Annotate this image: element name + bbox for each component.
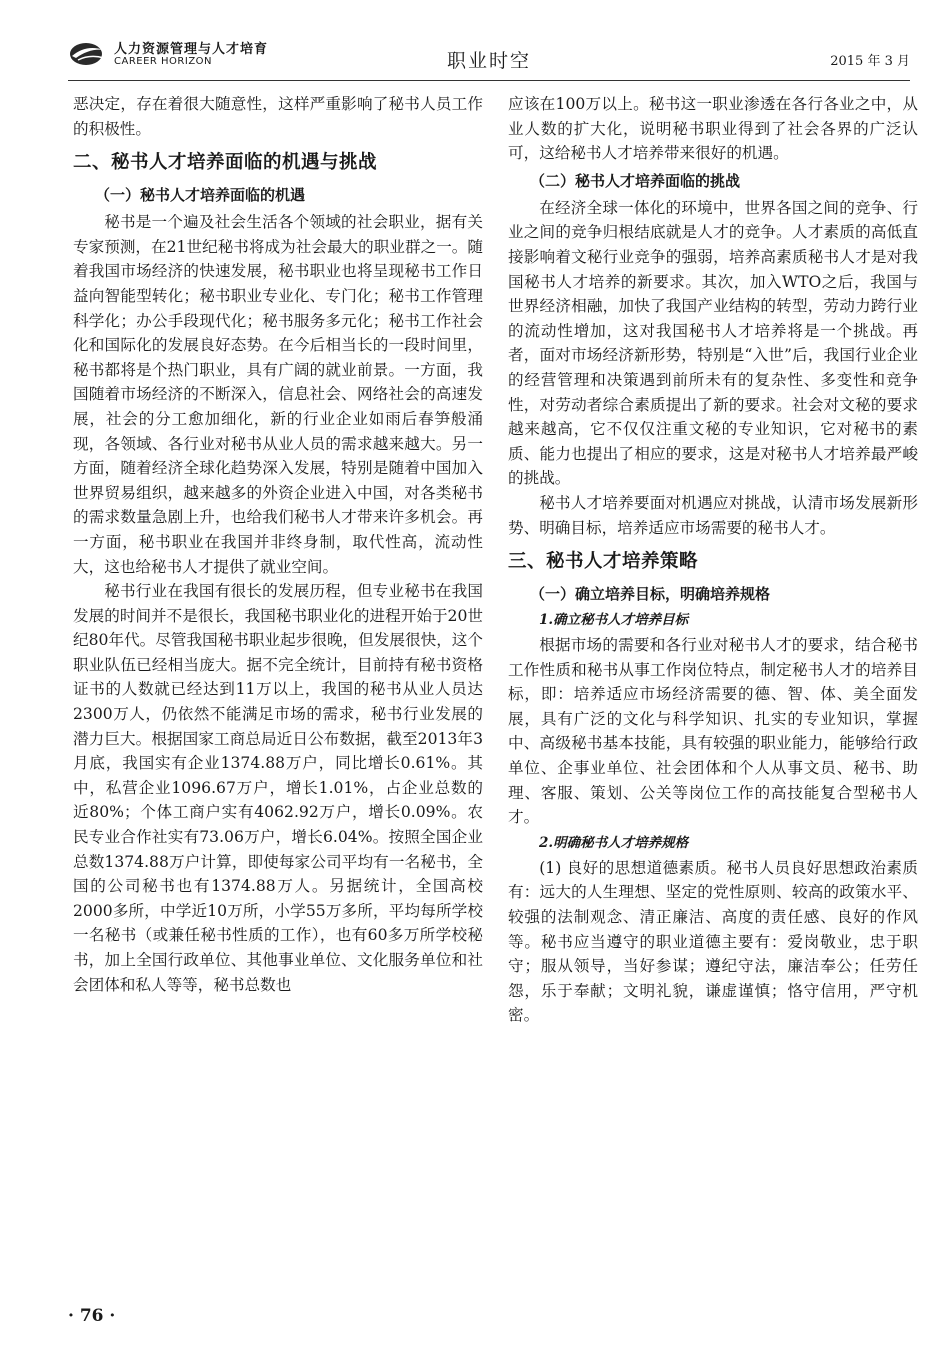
paragraph: 应该在100万以上。秘书这一职业渗透在各行各业之中，从业人数的扩大化，说明秘书职业得到了社会各界的广泛认可，这给秘书人才培养带来很好的机遇。 [508, 95, 918, 163]
paragraph: 秘书人才培养要面对机遇应对挑战，认清市场发展新形势、明确目标，培养适应市场需要的秘书人才。 [508, 493, 918, 537]
minor-heading: 1.确立秘书人才培养目标 [539, 612, 689, 629]
header-divider [68, 80, 910, 81]
paragraph: 恶决定，存在着很大随意性，这样严重影响了秘书人员工作的积极性。 [73, 95, 483, 138]
paragraph: 根据市场的需要和各行业对秘书人才的要求，结合秘书工作性质和秘书从事工作岗位特点，制定秘书人才的培养目标，即：培养适应市场经济需要的德、智、体、美全面发展，具有广泛的文化与科学知识、扎实的专业知识，掌握中、高级秘书基本技能，具有较强的职业能力，能够给行政单位、企事业单位、社会团体和个人从事文员、秘书、助理、客服、策划、公关等岗位工作的高技能复合型秘书人才。 [508, 636, 918, 827]
page-header [68, 36, 910, 76]
subsection-heading: （二）秘书人才培养面临的挑战 [530, 171, 741, 190]
subsection-heading: （一）秘书人才培养面临的机遇 [95, 186, 306, 205]
left-column [73, 92, 483, 997]
paragraph: 在经济全球一体化的环境中，世界各国之间的竞争、行业之间的竞争归根结底就是人才的竞争。人才素质的高低直接影响着文秘行业竞争的强弱，培养高素质秘书人才是对我国秘书人才培养的新要求。其次，加入WTO之后，我国与世界经济相融，加快了我国产业结构的转型，劳动力跨行业的流动性增加，这对我国秘书人才培养将是一个挑战。再者，面对市场经济新形势，特别是“入世”后，我国行业企业的经营管理和决策遇到前所未有的复杂性、多变性和竞争性，对劳动者综合素质提出了新的要求。社会对文秘的要求越来越高，它不仅仅注重文秘的专业知识，它对秘书的素质、能力也提出了相应的要求，这是对秘书人才培养最严峻的挑战。 [508, 198, 918, 488]
journal-name-en: CAREER HORIZON [114, 56, 213, 67]
section-heading: 三、秘书人才培养策略 [508, 551, 699, 573]
right-column [508, 92, 918, 1028]
subsection-heading: （一）确立培养目标，明确培养规格 [530, 585, 771, 604]
column-title: 职业时空 [446, 50, 531, 72]
paragraph: 秘书行业在我国有很长的发展历程，但专业秘书在我国发展的时间并不是很长，我国秘书职业化的进程开始于20世纪80年代。尽管我国秘书职业起步很晚，但发展很快，这个职业队伍已经相当庞大。据不完全统计，目前持有秘书资格证书的人数就已经达到11万以上，我国的秘书从业人员达2300万人，仍依然不能满足市场的需求，秘书行业发展的潜力巨大。根据国家工商总局近日公布数据，截至2013年3月底，我国实有企业1374.88万户，同比增长0.61%。其中，私营企业1096.67万户，增长1.01%，占企业总数的近80%；个体工商户实有4062.92万户，增长0.09%。农民专业合作社实有73.06万户，增长6.04%。按照全国企业总数1374.88万户计算，即使每家公司平均有一名秘书，全国的公司秘书也有1374.88万人。另据统计，全国高校2000多所，中学近10万所，小学55万多所，平均每所学校一名秘书（或兼任秘书性质的工作），也有60多万所学校秘书，加上全国行政单位、其他事业单位、文化服务单位和社会团体和私人等等，秘书总数也 [73, 582, 483, 994]
paragraph: 秘书是一个遍及社会生活各个领域的社会职业，据有关专家预测，在21世纪秘书将成为社会最大的职业群之一。随着我国市场经济的快速发展，秘书职业也将呈现秘书工作日益向智能型转化；秘书职业专业化、专门化；秘书工作管理科学化；办公手段现代化；秘书服务多元化；秘书工作社会化和国际化的发展良好态势。在今后相当长的一段时间里，秘书都将是个热门职业，具有广阔的就业前景。一方面，我国随着市场经济的不断深入，信息社会、网络社会的高速发展，社会的分工愈加细化，新的行业企业如雨后春笋般涌现，各领域、各行业对秘书从业人员的需求越来越大。另一方面，随着经济全球化趋势深入发展，特别是随着中国加入世界贸易组织，越来越多的外资企业进入中国，对各类秘书的需求数量急剧上升，也给我们秘书人才带来许多机会。再一方面，秘书职业在我国并非终身制，取代性高，流动性大，这也给秘书人才提供了就业空间。 [73, 213, 483, 576]
minor-heading: 2.明确秘书人才培养规格 [539, 834, 689, 851]
paragraph: (1) 良好的思想道德素质。秘书人员良好思想政治素质有：远大的人生理想、坚定的党性原则、较高的政策水平、较强的法制观念、清正廉洁、高度的责任感、良好的作风等。秘书应当遵守的职业道德主要有：爱岗敬业，忠于职守；服从领导，当好参谋；遵纪守法，廉洁奉公；任劳任怨，乐于奉献；文明礼貌，谦虚谨慎；恪守信用，严守机密。 [508, 858, 918, 1025]
section-heading: 二、秘书人才培养面临的机遇与挑战 [73, 152, 378, 174]
issue-date: 2015 年 3 月 [830, 54, 910, 69]
page-number: · 76 · [68, 1306, 116, 1326]
journal-name-cn: 人力资源管理与人才培育 [114, 42, 269, 57]
